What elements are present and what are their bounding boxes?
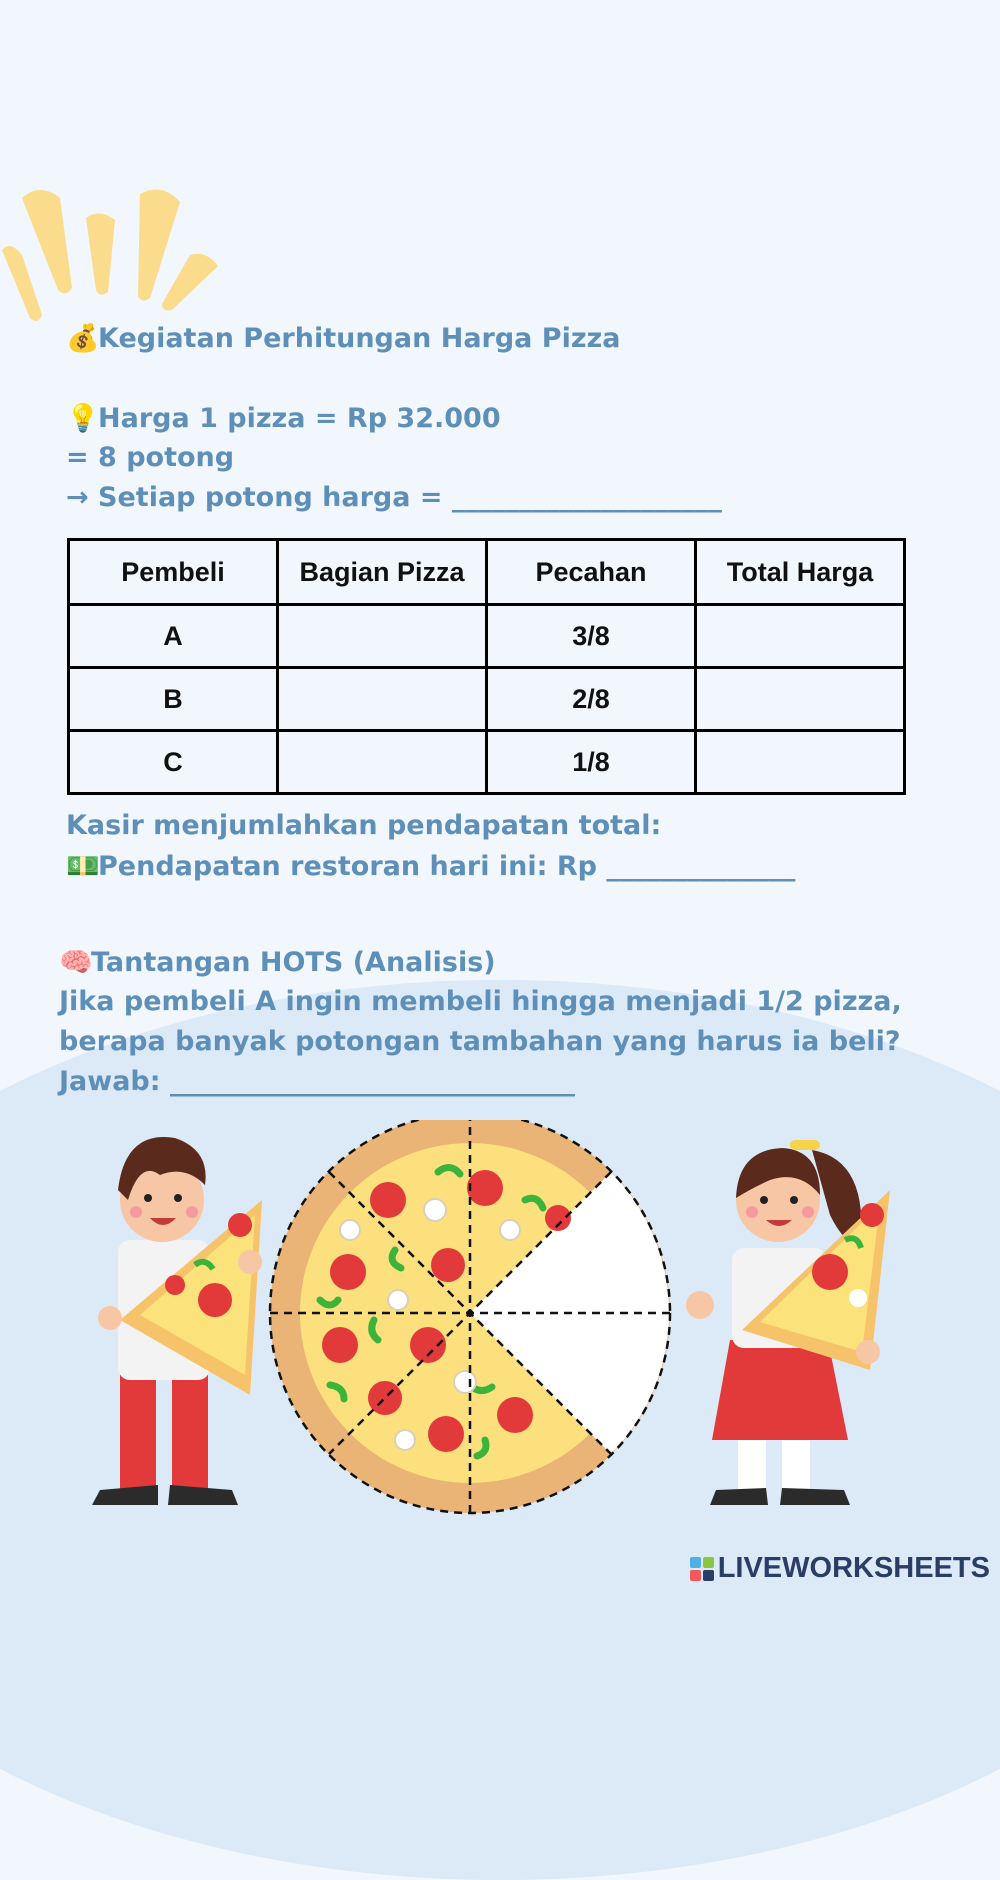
fraction-cell: 2/8 [487,668,696,731]
header-portion: Bagian Pizza [278,540,487,605]
hots-question-line2: berapa banyak potongan tambahan yang harus ia beli? [59,1026,901,1057]
pizza-fraction-diagram [270,1120,670,1513]
slice-price-question: → Setiap potong harga = ____________________ [66,482,722,513]
page-title: 💰Kegiatan Perhitungan Harga Pizza [66,323,621,354]
girl-illustration [686,1140,890,1505]
total-answer-cell[interactable] [696,605,905,668]
buyer-cell: B [69,668,278,731]
purchase-table [67,538,906,795]
hots-title: 🧠Tantangan HOTS (Analisis) [59,947,496,978]
fraction-cell: 3/8 [487,605,696,668]
cashier-instruction: Kasir menjumlahkan pendapatan total: [66,810,662,841]
buyer-cell: C [69,731,278,794]
money-bag-icon: 💰 [66,323,100,354]
fraction-cell: 1/8 [487,731,696,794]
brain-icon: 🧠 [59,947,93,978]
liveworksheets-logo-icon [690,1557,714,1581]
arrow-right-icon: → [66,482,89,513]
table-row [69,605,905,668]
boy-illustration [92,1137,262,1505]
slices-info: = 8 potong [66,442,235,473]
table-row [69,668,905,731]
price-info: 💡Harga 1 pizza = Rp 32.000 [66,403,501,434]
income-question: 💵Pendapatan restoran hari ini: Rp ______________ [66,851,796,882]
buyer-cell: A [69,605,278,668]
portion-answer-cell[interactable] [278,731,487,794]
sunburst-decoration [0,180,240,340]
portion-answer-cell[interactable] [278,668,487,731]
hots-question-line1: Jika pembeli A ingin membeli hingga menjadi 1/2 pizza, [59,986,902,1017]
portion-answer-cell[interactable] [278,605,487,668]
header-total: Total Harga [696,540,905,605]
total-answer-cell[interactable] [696,731,905,794]
total-answer-cell[interactable] [696,668,905,731]
header-buyer: Pembeli [69,540,278,605]
table-row [69,731,905,794]
money-icon: 💵 [66,851,100,882]
header-fraction: Pecahan [487,540,696,605]
lightbulb-icon: 💡 [66,403,100,434]
hots-answer-field[interactable]: Jawab: ______________________________ [59,1066,575,1097]
table-header-row [69,540,905,605]
illustration [0,1120,1000,1540]
liveworksheets-logo: LIVEWORKSHEETS [690,1552,990,1585]
